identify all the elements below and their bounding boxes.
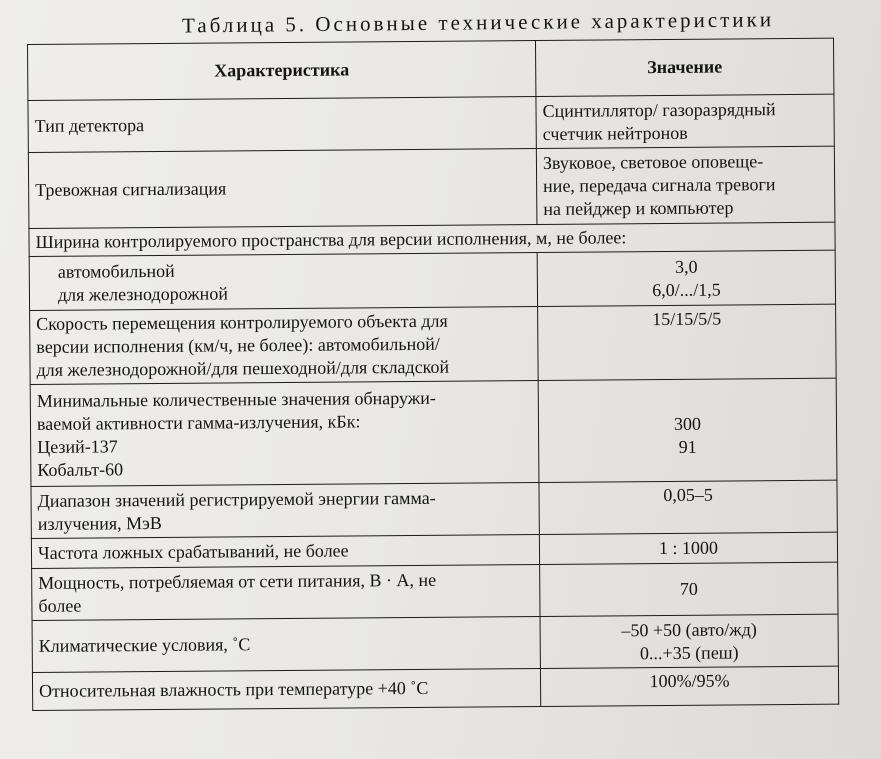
width-header-label: Ширина контролируемого пространства для версии исполнения, м, не более: [29, 222, 835, 256]
energy-label [31, 482, 539, 538]
energy-value: 0,05–5 [539, 480, 837, 534]
power-label-line-2: более [38, 595, 82, 616]
speed-label-line-3: для железнодорожной/для пешеходной/для складской [36, 356, 450, 380]
climate-value-pedestrian: 0...+35 (пеш) [639, 641, 739, 663]
speed-label-line-2: версии исполнения (км/ч, не более): автомобильной/ [36, 333, 440, 357]
row-energy [31, 480, 837, 538]
alarm-value-line-2: ние, передача сигнала тревоги [543, 174, 776, 196]
power-label-line-1: Мощность, потребляемая от сети питания, В · А, не [38, 569, 437, 593]
row-power [32, 562, 838, 620]
alarm-value [536, 146, 835, 224]
activity-value-cobalt: 91 [678, 436, 697, 457]
row-width [29, 250, 835, 310]
activity-label-line-1: Минимальные количественные значения обнаружи- [36, 387, 436, 411]
spec-table [27, 38, 839, 711]
speed-label [30, 306, 539, 384]
humidity-value: 100%/95% [540, 666, 838, 706]
alarm-label: Тревожная сигнализация [28, 149, 537, 229]
activity-label-cobalt: Кобальт-60 [37, 458, 124, 480]
activity-label-cesium: Цезий-137 [37, 435, 118, 457]
row-detector [28, 94, 834, 152]
detector-value-line-2: счетчик нейтронов [542, 122, 688, 144]
activity-label [30, 380, 539, 486]
speed-label-line-1: Скорость перемещения контролируемого объекта для [36, 310, 448, 334]
climate-value-auto-rail: –50 +50 (авто/жд) [621, 618, 757, 640]
detector-value [536, 94, 834, 148]
row-alarm [28, 146, 835, 228]
detector-value-line-1: Сцинтиллятор/ газоразрядный [542, 98, 776, 121]
power-label [32, 564, 540, 620]
row-humidity [32, 666, 838, 710]
activity-value-cesium: 300 [673, 413, 702, 434]
table-header-row [28, 38, 834, 100]
width-label-auto: автомобильной [57, 260, 175, 282]
alarm-value-line-3: на пейджер и компьютер [543, 197, 734, 219]
false-alarm-label: Частота ложных срабатываний, не более [31, 534, 539, 568]
detector-label: Тип детектора [28, 97, 536, 153]
speed-value: 15/15/5/5 [538, 304, 837, 380]
header-value: Значение [535, 38, 833, 96]
width-value [537, 250, 835, 306]
row-activity [30, 378, 837, 486]
row-climate [32, 614, 838, 672]
false-alarm-value: 1 : 1000 [539, 532, 837, 564]
header-characteristic: Характеристика [28, 41, 536, 101]
spec-table-container [27, 38, 838, 711]
climate-label: Климатические условия, ˚С [32, 616, 540, 672]
width-label-rail: для железнодорожной [57, 282, 228, 305]
power-value: 70 [540, 562, 838, 616]
alarm-value-line-1: Звуковое, световое оповеще- [542, 151, 764, 173]
activity-label-line-2: ваемой активности гамма-излучения, кБк: [36, 410, 361, 434]
energy-label-line-2: излучения, МэВ [37, 512, 162, 534]
humidity-label: Относительная влажность при температуре +40 ˚С [32, 668, 540, 710]
width-label [29, 252, 537, 310]
width-value-rail: 6,0/.../1,5 [652, 279, 721, 300]
table-caption: Таблица 5. Основные технические характеристики [181, 7, 775, 38]
width-value-auto: 3,0 [674, 256, 698, 277]
energy-label-line-1: Диапазон значений регистрируемой энергии гамма- [37, 487, 436, 511]
activity-value [538, 378, 837, 482]
row-speed [30, 304, 837, 384]
climate-value [540, 614, 838, 668]
